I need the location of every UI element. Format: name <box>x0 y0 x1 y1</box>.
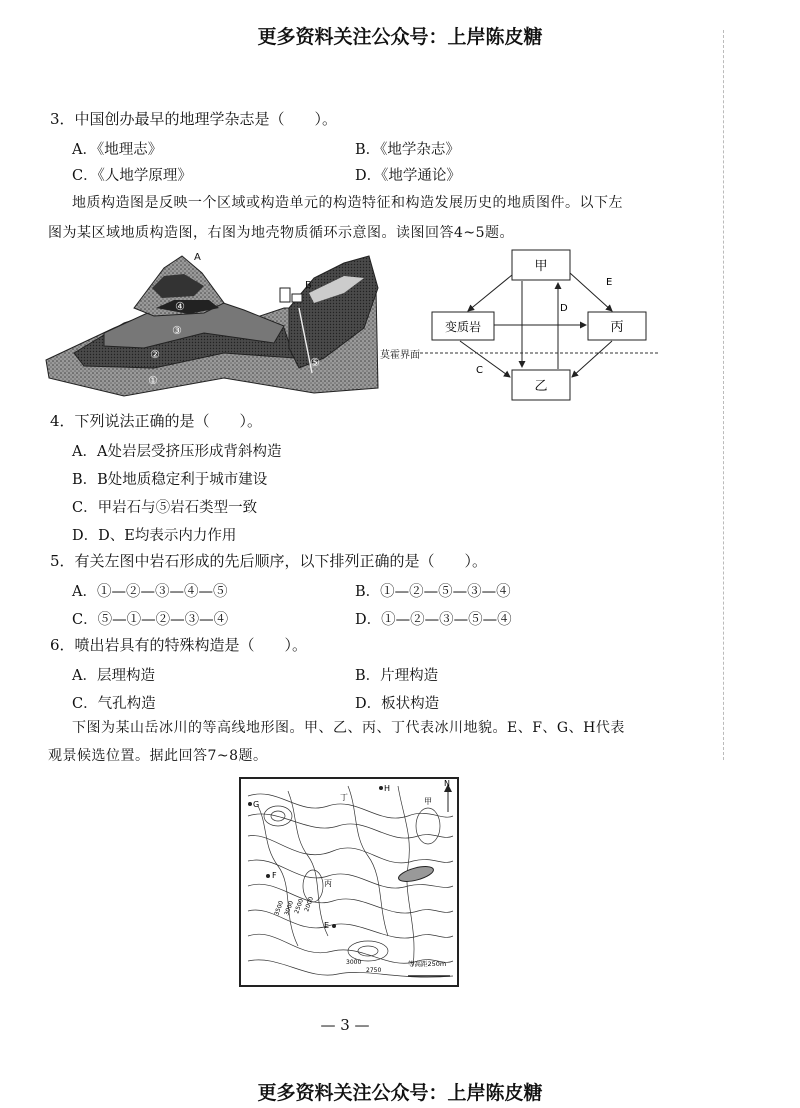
q4-option-d: D．D、E均表示内力作用 <box>72 528 237 544</box>
svg-text:甲: 甲 <box>534 259 548 274</box>
q6-option-c: C．气孔构造 <box>72 696 156 712</box>
q5-option-b: B．①—②—⑤—③—④ <box>355 584 511 600</box>
point-jia: 甲 <box>424 797 432 806</box>
svg-text:2750: 2750 <box>366 967 382 974</box>
point-F: F <box>272 871 277 880</box>
svg-text:丙: 丙 <box>610 320 624 335</box>
q5-stem: 5．有关左图中岩石形成的先后顺序，以下排列正确的是（ ）。 <box>50 552 488 570</box>
point-ding: 丁 <box>340 793 348 802</box>
label-rock-3: ③ <box>172 324 182 337</box>
point-bing: 丙 <box>324 879 332 888</box>
label-rock-5: ⑤ <box>310 356 320 369</box>
q3-option-c: C．《人地学原理》 <box>72 168 192 184</box>
q4-option-c: C．甲岩石与⑤岩石类型一致 <box>72 500 258 516</box>
rock-cycle-diagram <box>420 245 660 405</box>
q6-stem: 6．喷出岩具有的特殊构造是（ ）。 <box>50 636 308 654</box>
q5-option-a: A．①—②—③—④—⑤ <box>72 584 228 600</box>
q4-option-a: A．A处岩层受挤压形成背斜构造 <box>72 444 282 460</box>
q4-option-b: B．B处地质稳定利于城市建设 <box>72 472 268 488</box>
svg-text:3000: 3000 <box>283 899 296 917</box>
geologic-structure-diagram <box>44 248 380 398</box>
point-E: E <box>324 921 330 930</box>
q5-option-c: C．⑤—①—②—③—④ <box>72 612 229 628</box>
svg-text:变质岩: 变质岩 <box>444 320 482 334</box>
label-rock-4: ④ <box>175 300 185 313</box>
point-G: G <box>253 800 260 809</box>
q3-option-a: A．《地理志》 <box>72 142 163 158</box>
arrow-label-C: C <box>476 365 483 376</box>
moho-label: 莫霍界面 <box>380 350 420 361</box>
north-label: N <box>444 779 450 788</box>
label-rock-2: ② <box>150 348 160 361</box>
q3-stem: 3．中国创办最早的地理学杂志是（ ）。 <box>50 110 338 128</box>
svg-text:2000: 2000 <box>303 895 316 913</box>
intro-4-5-line1: 地质构造图是反映一个区域或构造单元的构造特征和构造发展历史的地质图件。以下左 <box>72 195 623 211</box>
svg-text:3000: 3000 <box>346 959 362 966</box>
q3-option-d: D．《地学通论》 <box>355 168 461 184</box>
label-B: B <box>305 280 312 291</box>
q6-option-d: D．板状构造 <box>355 696 440 712</box>
svg-text:3500: 3500 <box>273 899 286 917</box>
page-header: 更多资料关注公众号：上岸陈皮糖 <box>257 26 543 48</box>
page-number: — 3 — <box>320 1016 370 1034</box>
contour-interval: 等高距250m <box>408 960 447 968</box>
svg-text:乙: 乙 <box>534 379 548 394</box>
intro-7-8-line2: 观景候选位置。据此回答7~8题。 <box>48 748 268 764</box>
q5-option-d: D．①—②—③—⑤—④ <box>355 612 512 628</box>
page-footer: 更多资料关注公众号：上岸陈皮糖 <box>257 1082 543 1104</box>
q6-option-b: B．片理构造 <box>355 668 439 684</box>
q4-stem: 4．下列说法正确的是（ ）。 <box>50 412 263 430</box>
svg-text:2500: 2500 <box>293 897 306 915</box>
intro-4-5-line2: 图为某区域地质构造图，右图为地壳物质循环示意图。读图回答4~5题。 <box>48 225 515 241</box>
q3-option-b: B．《地学杂志》 <box>355 142 460 158</box>
arrow-label-D: D <box>560 303 568 314</box>
binding-margin-line <box>723 30 724 760</box>
arrow-label-E: E <box>606 277 613 288</box>
intro-7-8-line1: 下图为某山岳冰川的等高线地形图。甲、乙、丙、丁代表冰川地貌。E、F、G、H代表 <box>72 720 625 736</box>
label-A: A <box>194 252 201 263</box>
label-rock-1: ① <box>148 374 158 387</box>
glacier-contour-map <box>238 776 460 988</box>
point-H: H <box>384 784 391 793</box>
q6-option-a: A．层理构造 <box>72 668 155 684</box>
